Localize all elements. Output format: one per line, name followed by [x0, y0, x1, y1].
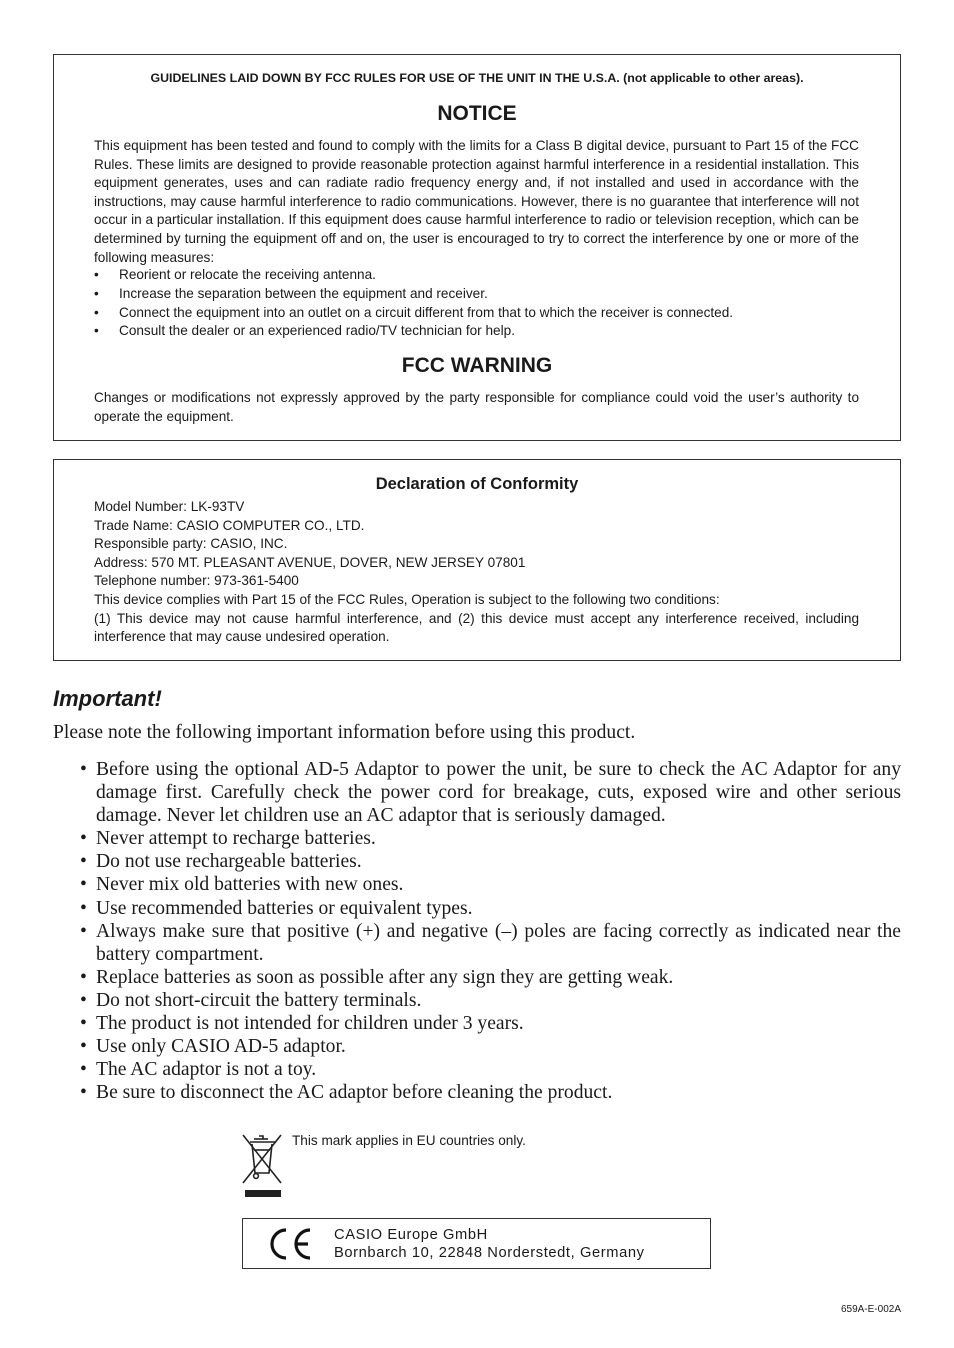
fcc-heading: GUIDELINES LAID DOWN BY FCC RULES FOR USE OF THE UNIT IN THE U.S.A. (not applicable to other areas).	[150, 71, 804, 85]
important-item: • Never attempt to recharge batteries.	[80, 827, 901, 850]
compliance-statement: This device complies with Part 15 of the FCC Rules, Operation is subject to the following two conditions:	[94, 592, 720, 607]
document-code: 659A-E-002A	[840, 1304, 901, 1315]
important-item: • Use recommended batteries or equivalent types.	[80, 897, 901, 920]
important-item: • Do not short-circuit the battery terminals.	[80, 989, 901, 1012]
responsible-party: Responsible party: CASIO, INC.	[94, 536, 288, 552]
trade-name: Trade Name: CASIO COMPUTER CO., LTD.	[94, 517, 365, 533]
important-item: • The product is not intended for children under 3 years.	[80, 1012, 901, 1035]
address: Address: 570 MT. PLEASANT AVENUE, DOVER, NEW JERSEY 07801	[94, 554, 526, 570]
measure-item: • Reorient or relocate the receiving antenna.	[94, 266, 859, 285]
eu-mark-note: This mark applies in EU countries only.	[292, 1133, 526, 1148]
important-item: • Always make sure that positive (+) and negative (–) poles are facing correctly as indicated near the battery compartment.	[80, 920, 901, 966]
measure-item: • Connect the equipment into an outlet on a circuit different from that to which the receiver is connected.	[94, 304, 859, 323]
crossed-out-wheelie-bin-icon	[241, 1133, 283, 1199]
compliance-conditions: (1) This device may not cause harmful interference, and (2) this device must accept any interference received, including interference that may cause undesired operation.	[94, 610, 859, 645]
notice-body: This equipment has been tested and found to comply with the limits for a Class B digital device, pursuant to Part 15 of the FCC Rules. These limits are designed to provide reasonable protection against harmful interference in a residential installation. This equipment generates, uses and can radiate radio frequency energy and, if not installed and used in accordance with the instructions, may cause harmful interference to radio communications. However, there is no guarantee that interference will not occur in a particular installation. If this equipment does cause harmful interference to radio or television reception, which can be determined by turning the equipment off and on, the user is encouraged to try to correct the interference by one or more of the following measures:	[94, 138, 859, 265]
important-item: • Before using the optional AD-5 Adaptor to power the unit, be sure to check the AC Adaptor for any damage first. Carefully check the power cord for breakage, cuts, exposed wire and other serious damage. Never let children use an AC adaptor that is seriously damaged.	[80, 758, 901, 827]
important-list	[80, 758, 901, 1104]
fcc-warning-title: FCC WARNING	[401, 354, 553, 377]
important-item: • Be sure to disconnect the AC adaptor before cleaning the product.	[80, 1081, 901, 1104]
fcc-guidelines-box	[53, 54, 901, 441]
important-item: • Replace batteries as soon as possible after any sign they are getting weak.	[80, 966, 901, 989]
important-item: • Do not use rechargeable batteries.	[80, 850, 901, 873]
fcc-warning-body: Changes or modifications not expressly approved by the party responsible for compliance could void the user’s authority to operate the equipment.	[94, 390, 859, 424]
telephone-number: Telephone number: 973-361-5400	[94, 573, 299, 589]
important-item: • The AC adaptor is not a toy.	[80, 1058, 901, 1081]
important-item: • Use only CASIO AD-5 adaptor.	[80, 1035, 901, 1058]
declaration-box	[53, 459, 901, 661]
ce-box	[242, 1218, 711, 1269]
notice-title: NOTICE	[437, 102, 517, 125]
ce-address: Bornbarch 10, 22848 Norderstedt, Germany	[334, 1245, 645, 1261]
measures-list	[94, 266, 859, 341]
important-title: Important!	[53, 686, 162, 711]
model-number: Model Number: LK-93TV	[94, 499, 245, 514]
declaration-title: Declaration of Conformity	[375, 475, 579, 493]
ce-company: CASIO Europe GmbH	[334, 1227, 488, 1243]
ce-mark-icon	[266, 1226, 314, 1262]
important-intro: Please note the following important information before using this product.	[53, 722, 636, 743]
measure-item: • Consult the dealer or an experienced radio/TV technician for help.	[94, 322, 859, 341]
measure-item: • Increase the separation between the equipment and receiver.	[94, 285, 859, 304]
important-item: • Never mix old batteries with new ones.	[80, 873, 901, 896]
